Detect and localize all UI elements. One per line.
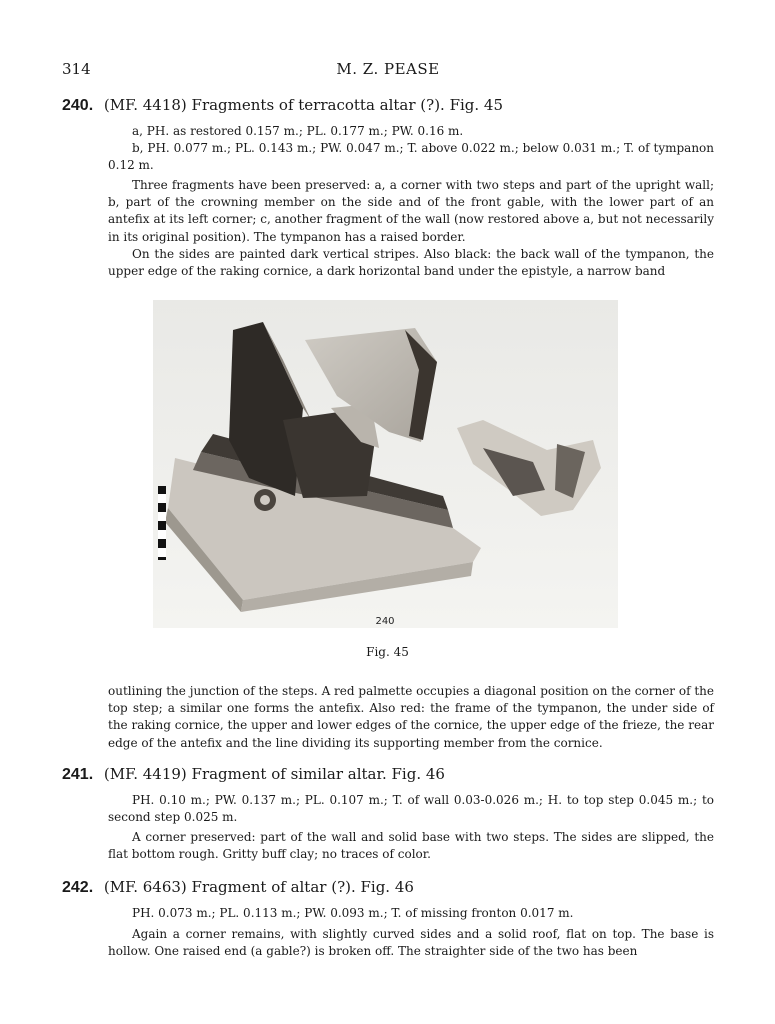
body-text: On the sides are painted dark vertical stripes. Also black: the back wall of the tympanon, the upper edge of the raking cornice, a dark horizontal band under the epistyle, a narrow band (108, 247, 714, 279)
entry-241-dims (108, 792, 714, 826)
entry-242-para-1 (108, 926, 714, 960)
entry-title: (MF. 4419) Fragment of similar altar. Fig. 46 (103, 765, 445, 783)
body-text: Three fragments have been preserved: a, a corner with two steps and part of the upright wall; b, part of the crowning member on the side and of the front gable, with the lower part of an antefix at its left corner; c, another fragment of the wall (now restored above a, but not necessarily in its original position). The tympanon has a raised border. (108, 178, 714, 244)
page-number: 314 (62, 60, 91, 78)
dims-text: a, PH. as restored 0.157 m.; PL. 0.177 m.; PW. 0.16 m. (132, 124, 464, 138)
entry-240-para-3 (108, 683, 714, 752)
entry-number: 241. (62, 766, 94, 783)
body-text: A corner preserved: part of the wall and solid base with two steps. The sides are slipped, the flat bottom rough. Gritty buff clay; no traces of color. (108, 830, 714, 862)
dims-text: PH. 0.10 m.; PW. 0.137 m.; PL. 0.107 m.; T. of wall 0.03-0.026 m.; H. to top step 0.045 m.; to second step 0.025 m. (108, 793, 714, 825)
entry-title: (MF. 6463) Fragment of altar (?). Fig. 46 (103, 878, 414, 896)
body-text: outlining the junction of the steps. A red palmette occupies a diagonal position on the corner of the top step; a similar one forms the antefix. Also red: the frame of the tympanon, the under side of the raking cornice, the upper and lower edges of the cornice, the upper edge of the frieze, the rear edge of the antefix and the line dividing its supporting member from the cornice. (108, 684, 714, 750)
entry-241-heading (62, 764, 714, 785)
entry-242-heading (62, 877, 714, 898)
running-author: M. Z. PEASE (336, 60, 440, 78)
running-head (62, 60, 714, 80)
entry-240-dims-a (108, 123, 714, 140)
entry-240-para-1 (108, 177, 714, 246)
entry-title: (MF. 4418) Fragments of terracotta altar (?). Fig. 45 (103, 96, 504, 114)
entry-242-dims (108, 905, 714, 922)
body-text: Again a corner remains, with slightly curved sides and a solid roof, flat on top. The base is hollow. One raised end (a gable?) is broken off. The straighter side of the two has been (108, 927, 714, 959)
terracotta-fragments-photo (153, 300, 618, 628)
figure-45-photo (153, 300, 618, 628)
entry-240-para-2 (108, 246, 714, 280)
dims-text: b, PH. 0.077 m.; PL. 0.143 m.; PW. 0.047 m.; T. above 0.022 m.; below 0.031 m.; T. of tympanon 0.12 m. (108, 141, 714, 173)
entry-number: 240. (62, 97, 94, 114)
entry-240-heading (62, 95, 714, 116)
entry-240-dims-b (108, 140, 714, 174)
dims-text: PH. 0.073 m.; PL. 0.113 m.; PW. 0.093 m.; T. of missing fronton 0.017 m. (132, 906, 574, 920)
figure-caption: Fig. 45 (366, 645, 409, 659)
entry-241-para-1 (108, 829, 714, 863)
photo-label: 240 (375, 616, 395, 627)
entry-number: 242. (62, 879, 94, 896)
